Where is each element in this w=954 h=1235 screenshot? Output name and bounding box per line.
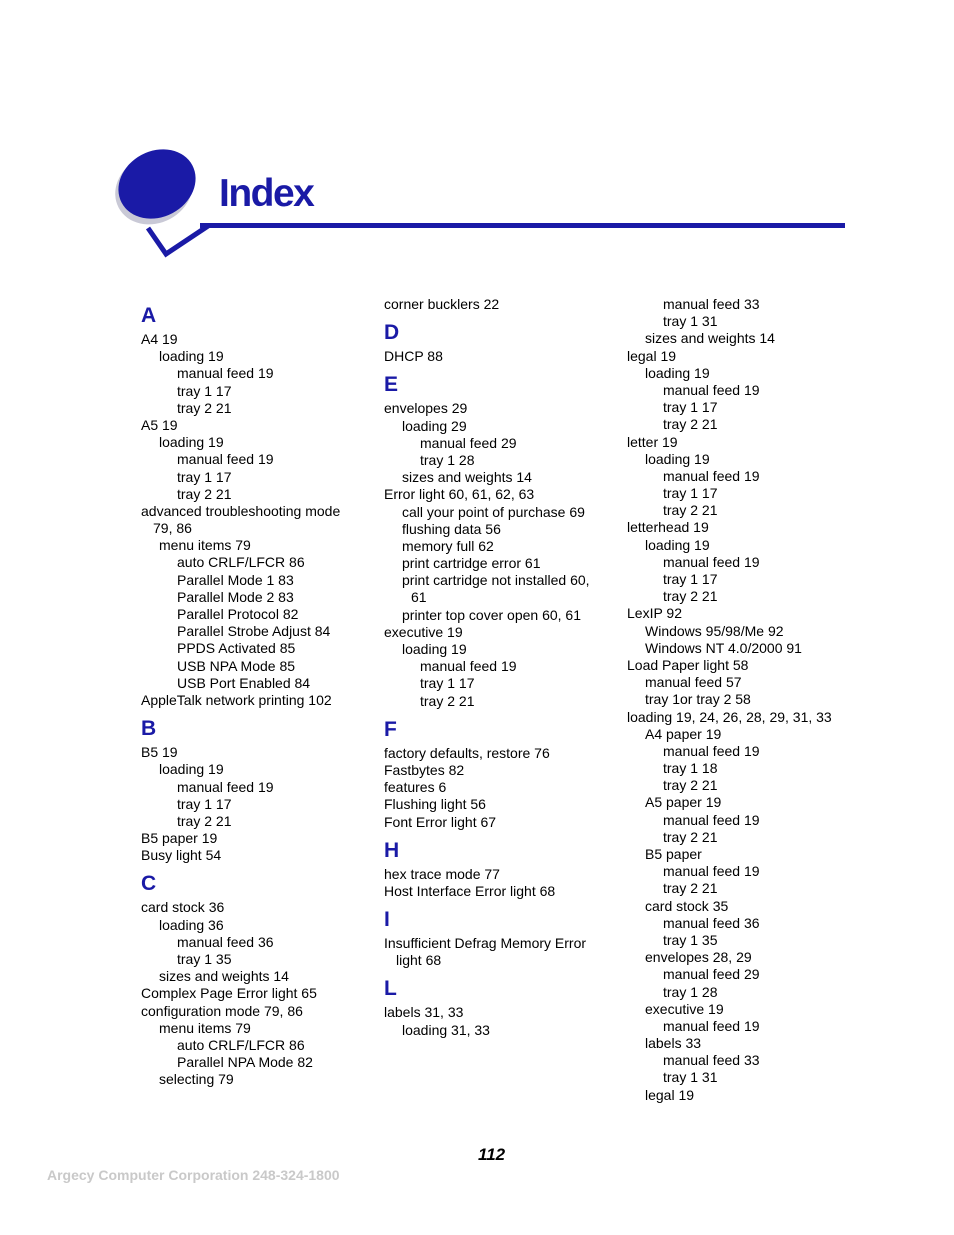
index-entry: light 68 [396,952,442,969]
index-entry: envelopes 29 [384,400,468,417]
index-entry: Flushing light 56 [384,796,486,813]
index-entry: advanced troubleshooting mode [141,502,341,519]
index-entry: PPDS Activated 85 [177,640,296,657]
section-letter: B [141,717,157,741]
index-entry: loading 19 [159,761,224,778]
index-entry: manual feed 29 [663,966,760,983]
index-entry: manual feed 19 [663,553,760,570]
index-entry: hex trace mode 77 [384,865,500,882]
index-entry: menu items 79 [159,1019,251,1036]
index-entry: manual feed 36 [177,933,274,950]
index-entry: features 6 [384,779,447,796]
index-entry: Font Error light 67 [384,813,497,830]
index-entry: sizes and weights 14 [159,968,289,985]
index-entry: manual feed 33 [663,296,760,312]
index-entry: loading 36 [159,916,224,933]
index-entry: auto CRLF/LFCR 86 [177,554,305,571]
index-entry: sizes and weights 14 [402,469,532,486]
index-entry: tray 1 31 [663,1069,718,1086]
index-entry: tray 1 17 [663,485,718,502]
index-entry: auto CRLF/LFCR 86 [177,1036,305,1053]
index-entry: print cartridge error 61 [402,555,541,572]
index-entry: manual feed 19 [420,658,517,675]
index-entry: manual feed 57 [645,674,742,691]
index-entry: Fastbytes 82 [384,761,465,778]
index-entry: legal 19 [627,347,677,364]
index-entry: tray 1 28 [663,983,718,1000]
index-entry: Windows 95/98/Me 92 [645,622,784,639]
index-entry: call your point of purchase 69 [402,503,585,520]
index-entry: tray 2 21 [177,485,232,502]
index-entry: loading 19 [159,434,224,451]
section-letter: H [384,838,400,862]
index-entry: tray 1 17 [177,795,232,812]
index-entry: tray 2 21 [663,880,718,897]
section-letter: L [384,977,397,1001]
index-column-2 [384,296,590,1039]
index-entry: manual feed 29 [420,434,517,451]
index-entry: factory defaults, restore 76 [384,744,550,761]
index-entry: tray 1or tray 2 58 [645,691,751,708]
index-column-1 [141,296,340,1089]
index-entry: executive 19 [384,623,463,640]
index-entry: flushing data 56 [402,520,501,537]
header-logo-icon [112,140,212,260]
index-entry: Parallel Strobe Adjust 84 [177,623,331,640]
index-entry: 61 [411,589,427,606]
index-entry: labels 33 [645,1035,702,1052]
index-entry: AppleTalk network printing 102 [141,691,332,708]
index-entry: sizes and weights 14 [645,330,775,347]
index-entry: loading 19 [645,364,710,381]
index-entry: 79, 86 [153,520,192,537]
index-entry: envelopes 28, 29 [645,949,752,966]
index-entry: loading 19 [402,641,467,657]
index-entry: manual feed 19 [663,467,760,484]
index-entry: Windows NT 4.0/2000 91 [645,639,802,656]
index-entry: loading 19 [645,450,710,467]
index-entry: manual feed 19 [663,742,760,759]
section-letter: I [384,908,390,932]
index-entry: tray 2 21 [420,692,475,709]
index-entry: tray 1 17 [177,382,232,399]
index-entry: Complex Page Error light 65 [141,985,317,1002]
index-entry: Parallel Protocol 82 [177,606,299,622]
index-entry: card stock 36 [141,899,225,916]
index-entry: tray 1 17 [663,399,718,416]
index-entry: tray 1 28 [420,451,475,468]
index-entry: USB NPA Mode 85 [177,657,296,674]
index-entry: manual feed 19 [177,778,274,795]
index-entry: card stock 35 [645,897,729,914]
index-entry: printer top cover open 60, 61 [402,606,582,623]
index-column-3 [627,296,832,1104]
index-entry: manual feed 19 [177,451,274,468]
index-entry: tray 2 21 [663,416,718,433]
index-entry: Parallel NPA Mode 82 [177,1054,313,1071]
index-entry: print cartridge not installed 60, [402,572,590,589]
index-entry: selecting 79 [159,1071,234,1088]
index-entry: LexIP 92 [627,605,683,622]
index-entry: Host Interface Error light 68 [384,882,556,899]
index-entry: tray 1 31 [663,313,718,330]
index-entry: tray 2 21 [663,777,718,794]
index-entry: tray 2 21 [663,502,718,519]
index-entry: tray 1 17 [663,571,718,587]
index-entry: tray 1 18 [663,760,718,777]
index-entry: B5 paper 19 [141,830,218,847]
index-entry: loading 19 [159,348,224,365]
index-entry: manual feed 36 [663,914,760,931]
section-letter: D [384,321,400,345]
page-number: 112 [478,1145,506,1164]
index-entry: letterhead 19 [627,519,709,536]
title-rule [200,223,845,228]
index-entry: memory full 62 [402,537,494,554]
section-letter: F [384,717,397,741]
index-entry: executive 19 [645,1000,724,1017]
index-entry: corner bucklers 22 [384,296,500,312]
index-entry: tray 1 35 [177,951,232,967]
section-letter: E [384,373,399,397]
section-letter: A [141,304,157,327]
section-letter: C [141,872,157,896]
index-entry: tray 1 17 [177,468,232,485]
index-entry: tray 2 21 [177,399,232,416]
index-entry: loading 29 [402,417,467,434]
index-entry: manual feed 19 [177,365,274,382]
index-entry: Insufficient Defrag Memory Error [384,935,587,952]
index-entry: menu items 79 [159,537,251,554]
index-entry: loading 19 [645,536,710,553]
index-entry: A5 19 [141,416,178,433]
index-entry: DHCP 88 [384,348,443,365]
index-entry: manual feed 19 [663,811,760,828]
index-entry: manual feed 19 [663,1017,760,1034]
index-entry: A4 paper 19 [645,725,722,742]
index-entry: legal 19 [645,1086,695,1103]
index-entry: B5 19 [141,744,178,761]
index-entry: A4 19 [141,331,178,347]
index-entry: Load Paper light 58 [627,656,749,673]
index-entry: USB Port Enabled 84 [177,674,311,691]
index-entry: Parallel Mode 2 83 [177,588,294,605]
index-entry: loading 31, 33 [402,1021,490,1038]
index-entry: tray 1 17 [420,675,475,692]
footer-text: Argecy Computer Corporation 248-324-1800 [47,1167,340,1183]
index-entry: manual feed 33 [663,1052,760,1069]
page-title: Index [219,172,314,215]
index-entry: manual feed 19 [663,381,760,398]
index-entry: tray 2 21 [177,812,232,829]
index-entry: A5 paper 19 [645,794,722,811]
index-entry: configuration mode 79, 86 [141,1002,303,1019]
index-entry: tray 2 21 [663,588,718,605]
index-entry: loading 19, 24, 26, 28, 29, 31, 33 [627,708,832,725]
index-entry: B5 paper [645,846,702,862]
index-entry: tray 1 35 [663,931,718,948]
index-entry: Parallel Mode 1 83 [177,571,294,588]
index-entry: manual feed 19 [663,863,760,880]
index-entry: tray 2 21 [663,828,718,845]
index-entry: Error light 60, 61, 62, 63 [384,486,535,503]
index-entry: letter 19 [627,433,678,450]
index-entry: Busy light 54 [141,847,222,864]
index-entry: labels 31, 33 [384,1004,464,1021]
